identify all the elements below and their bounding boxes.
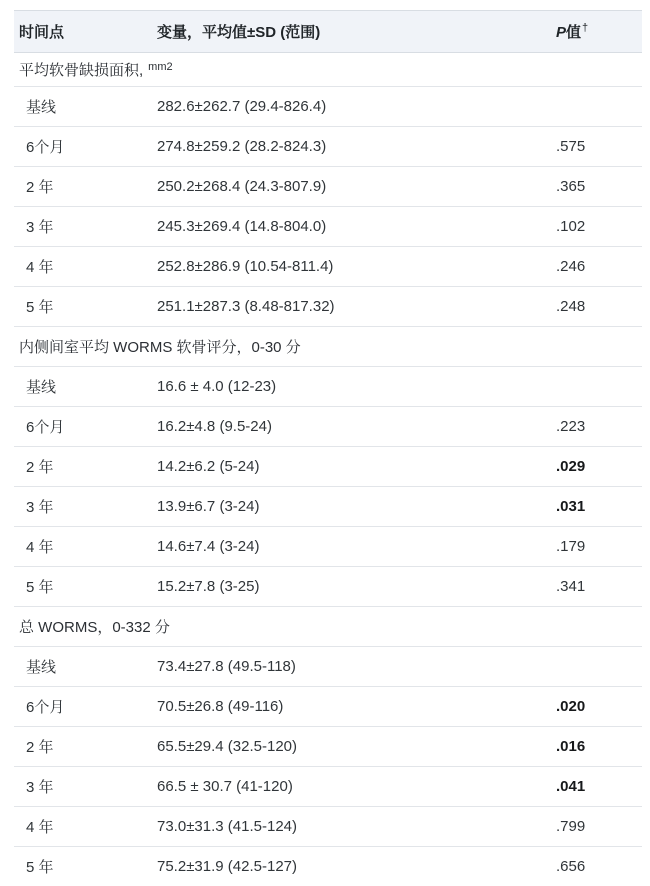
section-title: 平均软骨缺损面积, $^{mm2}$ (14, 53, 642, 87)
pvalue-cell (554, 87, 642, 127)
value-cell: 251.1±287.3 (8.48-817.32) (154, 287, 554, 327)
table-row (14, 287, 642, 327)
section-title: 内侧间室平均 WORMS 软骨评分，0-30 分 (14, 327, 642, 367)
section-row (14, 607, 642, 647)
timepoint-cell: 4 年 (14, 527, 154, 567)
pvalue-cell: .365 (554, 167, 642, 207)
timepoint-cell: 3 年 (14, 767, 154, 807)
value-cell: 70.5±26.8 (49-116) (154, 687, 554, 727)
timepoint-cell: 2 年 (14, 167, 154, 207)
pvalue-cell: .029 (554, 447, 642, 487)
timepoint-cell: 3 年 (14, 207, 154, 247)
value-cell: 73.0±31.3 (41.5-124) (154, 807, 554, 847)
pvalue-cell: .656 (554, 847, 642, 886)
pvalue-cell: .031 (554, 487, 642, 527)
table-row (14, 367, 642, 407)
section-row (14, 53, 642, 87)
pvalue-cell: .248 (554, 287, 642, 327)
table-row (14, 527, 642, 567)
pvalue-cell: .246 (554, 247, 642, 287)
value-cell: 252.8±286.9 (10.54-811.4) (154, 247, 554, 287)
value-cell: 14.2±6.2 (5-24) (154, 447, 554, 487)
pvalue-cell: .041 (554, 767, 642, 807)
value-cell: 250.2±268.4 (24.3-807.9) (154, 167, 554, 207)
table-row (14, 807, 642, 847)
timepoint-cell: 2 年 (14, 447, 154, 487)
value-cell: 65.5±29.4 (32.5-120) (154, 727, 554, 767)
table-row (14, 447, 642, 487)
section-row (14, 327, 642, 367)
timepoint-cell: 基线 (14, 87, 154, 127)
table-row (14, 727, 642, 767)
table-row (14, 87, 642, 127)
col-header-variable: 变量，平均值±SD (范围) (154, 11, 554, 53)
timepoint-cell: 基线 (14, 367, 154, 407)
table-header-row (14, 11, 642, 53)
timepoint-cell: 4 年 (14, 247, 154, 287)
pvalue-cell: .799 (554, 807, 642, 847)
table-row (14, 247, 642, 287)
pvalue-cell: .102 (554, 207, 642, 247)
table-row (14, 647, 642, 687)
section-title: 总 WORMS，0-332 分 (14, 607, 642, 647)
col-header-timepoint: 时间点 (14, 11, 154, 53)
dagger-superscript-icon: † (582, 22, 589, 34)
timepoint-cell: 6个月 (14, 687, 154, 727)
value-cell: 14.6±7.4 (3-24) (154, 527, 554, 567)
timepoint-cell: 5 年 (14, 847, 154, 886)
table-row (14, 687, 642, 727)
pvalue-letter: P (556, 24, 567, 41)
pvalue-cell: .016 (554, 727, 642, 767)
pvalue-cell: .341 (554, 567, 642, 607)
results-table (14, 10, 642, 886)
table-row (14, 767, 642, 807)
table-row (14, 127, 642, 167)
table-row (14, 167, 642, 207)
value-cell: 245.3±269.4 (14.8-804.0) (154, 207, 554, 247)
table-row (14, 487, 642, 527)
timepoint-cell: 基线 (14, 647, 154, 687)
table-body (14, 53, 642, 886)
pvalue-label: 值 (566, 24, 582, 41)
value-cell: 13.9±6.7 (3-24) (154, 487, 554, 527)
timepoint-cell: 5 年 (14, 567, 154, 607)
section-unit-superscript: mm2 (148, 61, 173, 73)
pvalue-cell (554, 367, 642, 407)
table-row (14, 847, 642, 886)
value-cell: 15.2±7.8 (3-25) (154, 567, 554, 607)
value-cell: 274.8±259.2 (28.2-824.3) (154, 127, 554, 167)
table-row (14, 407, 642, 447)
pvalue-cell: .179 (554, 527, 642, 567)
timepoint-cell: 6个月 (14, 407, 154, 447)
timepoint-cell: 2 年 (14, 727, 154, 767)
col-header-pvalue (554, 11, 642, 53)
timepoint-cell: 3 年 (14, 487, 154, 527)
table-row (14, 207, 642, 247)
value-cell: 73.4±27.8 (49.5-118) (154, 647, 554, 687)
value-cell: 66.5 ± 30.7 (41-120) (154, 767, 554, 807)
timepoint-cell: 4 年 (14, 807, 154, 847)
pvalue-cell: .575 (554, 127, 642, 167)
value-cell: 282.6±262.7 (29.4-826.4) (154, 87, 554, 127)
table-row (14, 567, 642, 607)
value-cell: 75.2±31.9 (42.5-127) (154, 847, 554, 886)
pvalue-cell: .020 (554, 687, 642, 727)
value-cell: 16.6 ± 4.0 (12-23) (154, 367, 554, 407)
timepoint-cell: 6个月 (14, 127, 154, 167)
value-cell: 16.2±4.8 (9.5-24) (154, 407, 554, 447)
pvalue-cell (554, 647, 642, 687)
pvalue-cell: .223 (554, 407, 642, 447)
timepoint-cell: 5 年 (14, 287, 154, 327)
